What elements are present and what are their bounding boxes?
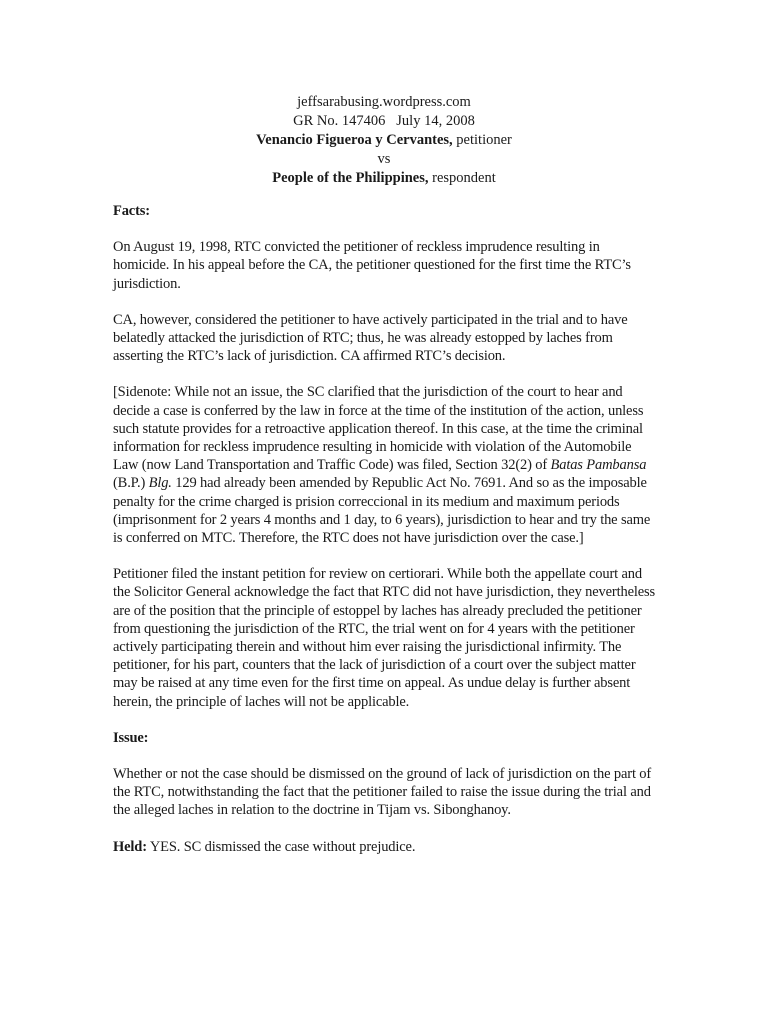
issue-heading: Issue: xyxy=(113,729,149,746)
versus: vs xyxy=(377,151,391,167)
sidenote-paragraph xyxy=(113,383,655,547)
case-date: July 14, 2008 xyxy=(396,113,475,129)
case-number: GR No. 147406 xyxy=(293,113,386,129)
held-label: Held: xyxy=(113,838,147,855)
respondent-line xyxy=(0,169,768,188)
petitioner-name: Venancio Figueroa y Cervantes, xyxy=(256,132,453,148)
facts-paragraph-1: On August 19, 1998, RTC convicted the petitioner of reckless imprudence resulting in homicide. In his appeal before the CA, the petitioner questioned for the first time the RTC’s jurisdiction. xyxy=(113,239,631,292)
issue-paragraph: Whether or not the case should be dismissed on the ground of lack of jurisdiction on the part of the RTC, notwithstanding the fact that the petitioner failed to raise the issue during the trial and the alleged laches in relation to the doctrine in Tijam vs. Sibonghanoy. xyxy=(113,766,652,819)
held-paragraph xyxy=(113,838,655,856)
facts-heading: Facts: xyxy=(113,203,150,219)
facts-paragraph-4: Petitioner filed the instant petition for review on certiorari. While both the appellate court and the Solicitor General acknowledge the fact that RTC did not have jurisdiction, they nevertheless are of the position that the principle of estoppel by laches has already precluded the petitioner from questioning the jurisdiction of the RTC, the trial went on for 4 years with the petitioner actively participating therein and without him ever raising the jurisdictional infirmity. The petitioner, for his part, counters that the lack of jurisdiction of a court over the subject matter may be raised at any time even for the first time on appeal. As undue delay is further absent herein, the principle of laches will not be applicable. xyxy=(113,566,656,710)
sidenote-text-3: 129 had already been amended by Republic Act No. 7691. And so as the imposable penalty for the crime charged is prision correccional in its medium and maximum periods (imprisonment for 2 years 4 months and 1 day, to 6 years), jurisdiction to hear and try the same is conferred on MTC. Therefore, the RTC does not have jurisdiction over the case.] xyxy=(113,475,651,547)
respondent-role: respondent xyxy=(432,170,496,186)
document-body xyxy=(113,202,655,874)
site-url: jeffsarabusing.wordpress.com xyxy=(297,94,471,110)
held-text: YES. SC dismissed the case without prejudice. xyxy=(146,838,416,855)
sidenote-text-2: (B.P.) xyxy=(113,475,149,492)
respondent-name: People of the Philippines, xyxy=(272,170,429,186)
sidenote-italic-2: Blg. xyxy=(148,475,172,492)
sidenote-italic-1: Batas Pambansa xyxy=(550,457,647,474)
facts-paragraph-2: CA, however, considered the petitioner to have actively participated in the trial and to have belatedly attacked the jurisdiction of RTC; thus, he was already estopped by laches from asserting the RTC’s lack of jurisdiction. CA affirmed RTC’s decision. xyxy=(113,311,628,365)
petitioner-role: petitioner xyxy=(456,132,512,148)
petitioner-line xyxy=(0,131,768,150)
sidenote-text-1: [Sidenote: While not an issue, the SC clarified that the jurisdiction of the court to hear and decide a case is conferred by the law in force at the time of the institution of the action, unless such statute provides for a retroactive application thereof. In this case, at the time the criminal information for reckless imprudence resulting in homicide with violation of the Automobile Law (now Land Transportation and Traffic Code) was filed, Section 32(2) of xyxy=(113,384,644,474)
case-header xyxy=(0,93,768,188)
case-number-line xyxy=(0,112,768,131)
